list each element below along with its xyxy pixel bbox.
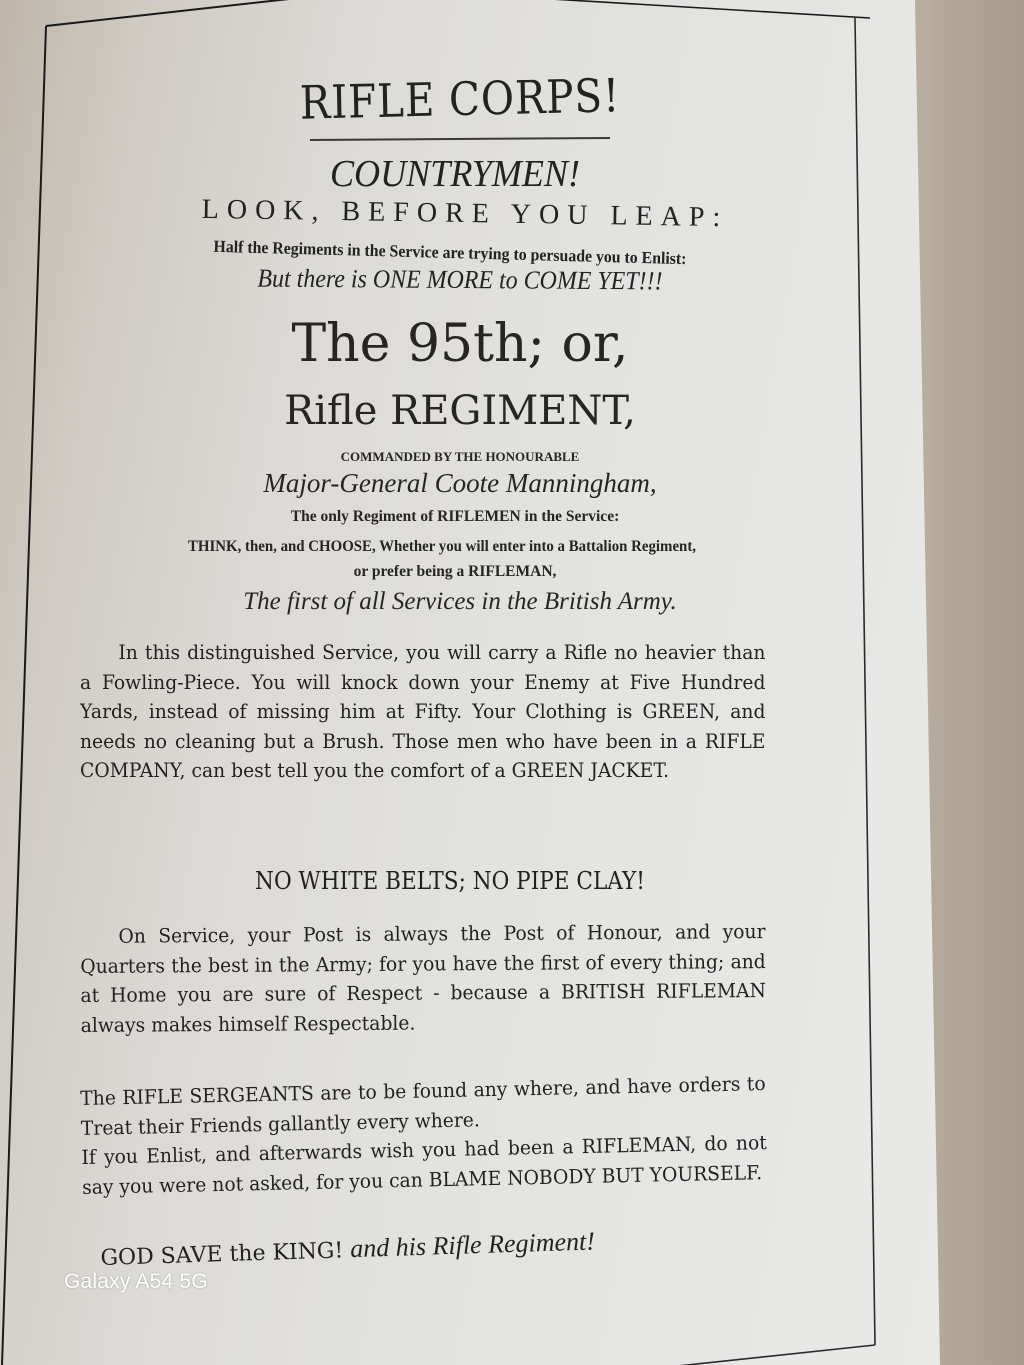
paragraph-text: If you Enlist, and afterwards wish you had been a RIFLEMAN, do not say you were not asked, for you can BLAME NOBODY BUT YOURSELF. (81, 1131, 767, 1199)
paragraph-text: In this distinguished Service, you will carry a Rifle no heavier than a Fowling-Piece. You will knock down your Enemy at Five Hundred Yards, instead of missing him at Fifty. Your Clothing is GREEN, and needs no cleaning but a Brush. Those men who have been in a RIFLE COMPANY, can best tell you the comfort of a GREEN JACKET. (80, 641, 766, 782)
paragraph-text: The RIFLE SERGEANTS are to be found any where, and have orders to Treat their Friends gallantly every where. (80, 1072, 766, 1140)
god-save-plain: GOD SAVE the KING! (100, 1238, 344, 1271)
first-of-all-services: The first of all Services in the British Army. (243, 588, 677, 615)
the-95th-heading: The 95th; or, (291, 314, 629, 374)
god-save-italic: and his Rifle Regiment! (349, 1226, 596, 1264)
camera-watermark: Galaxy A54 5G (64, 1270, 208, 1293)
poster-title: RIFLE CORPS! (299, 68, 621, 130)
no-white-belts-heading: NO WHITE BELTS; NO PIPE CLAY! (255, 867, 645, 895)
one-more-line: But there is ONE MORE to COME YET!!! (257, 263, 663, 296)
prefer-rifleman-line: or prefer being a RIFLEMAN, (353, 563, 557, 580)
background-surface (930, 0, 1024, 1365)
half-regiments-line: Half the Regiments in the Service are trying to persuade you to Enlist: (213, 236, 687, 269)
paragraph-rifle-service (80, 638, 765, 786)
think-choose-line: THINK, then, and CHOOSE, Whether you will enter into a Battalion Regiment, (187, 538, 697, 555)
paragraph-post-of-honour (80, 917, 766, 1040)
paragraph-sergeants (80, 1069, 768, 1202)
rifle-regiment-heading: Rifle REGIMENT, (284, 388, 636, 434)
paragraph-text: On Service, your Post is always the Post of Honour, and your Quarters the best in the Army; for you have the first of every thing; and at Home you are sure of Respect - because a BRITISH RIFLEMAN always makes himself Respectable. (80, 920, 766, 1037)
commander-name: Major-General Coote Manningham, (263, 468, 657, 498)
countrymen-heading: COUNTRYMEN! (329, 153, 581, 195)
only-regiment-line: The only Regiment of RIFLEMEN in the Service: (290, 508, 620, 525)
commanded-by-line: COMMANDED BY THE HONOURABLE (340, 449, 580, 464)
look-before-you-leap: LOOK, BEFORE YOU LEAP: (201, 193, 729, 234)
